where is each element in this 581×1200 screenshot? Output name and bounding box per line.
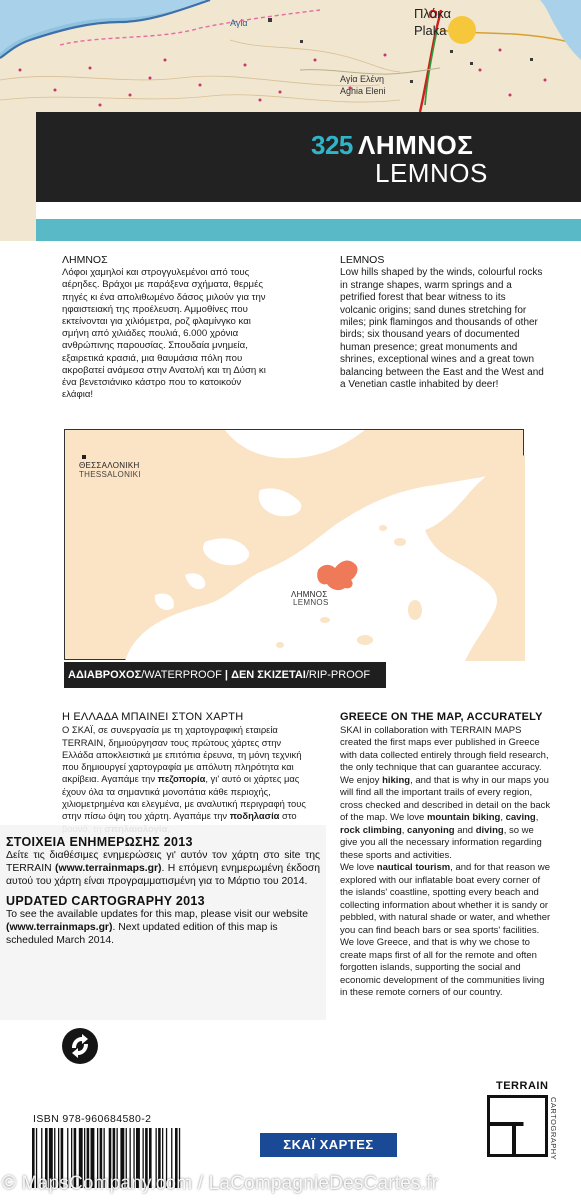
- about-english-p2-bold: nautical tourism: [376, 862, 451, 873]
- about-english-text-4: ,: [535, 812, 539, 823]
- update-english-part-1: To see the available updates for this map, please visit our website: [6, 909, 309, 920]
- about-english-bold-3: caving: [505, 812, 536, 823]
- update-text-greek: [6, 849, 320, 888]
- ripproof-latin: /RIP-PROOF: [305, 669, 371, 681]
- intro-english-body: Low hills shaped by the winds, colourful rocks in strange shapes, warm springs and a petrified forest that bear witness to its volcanic origins; sand dunes stretching for miles; pink flamingos and thousands of other birds; six thousand years of documented human presence; great monuments and shrines, exceptional wines and a great town balancing between the East and the West and a Venetian castle inhabited by deer!: [340, 267, 544, 391]
- about-english-bold-4: rock climbing: [340, 824, 402, 836]
- about-english-text-1: SKAI in collaboration with TERRAIN MAPS created the first maps ever published in Greece with data collected entirely through field research, the only technique that can guarantee accuracy. We enjoy: [340, 724, 549, 786]
- about-greek-text-2: , γι' αυτό οι χάρτες μας έχουν όλα τα σημαντικά μονοπάτια κάθε περιοχής, χιλιομετρημένα και ελεγμένα, με αναλυτική περιγραφή τους στην πίσω όψη του χάρτη. Αγαπάμε την: [62, 773, 306, 822]
- update-sticker: [0, 825, 326, 1020]
- about-english-text-3: ,: [500, 812, 506, 823]
- update-greek-part-2: . Η επόμενη ενημερωμένη έκδοση αυτού του χάρτη είναι προγραμματισμένη για το Μάρτιο του 2014.: [6, 863, 320, 887]
- update-heading-greek: ΣΤΟΙΧΕΙΑ ΕΝΗΜΕΡΩΣΗΣ 2013: [6, 835, 193, 849]
- about-english-bold-2: mountain biking: [426, 812, 501, 823]
- about-greek-body: [62, 724, 312, 835]
- intro-greek-body: Λόφοι χαμηλοί και στρογγυλεμένοι από τους αέρηδες. Βράχοι με παράξενα σχήματα, θερμές πηγές κι ένα απολιθωμένο δάσος μιλούν για την ηφαιστειακή της προέλευση. Αμμοθίνες που εκτείνονται για χιλιόμετρα, ροζ φλαμίνγκο και σμήνη από χιλιάδες πουλιά, 6.000 χρόνια ανθρώπινης παρουσίας. Σπουδαία μνημεία, εξαιρετικά κρασιά, μια θαυμάσια πόλη που ακροβατεί ανάμεσα στην Ανατολή και τη Δύση κι ένα βενετσιάνικο κάστρο που το κατοικούν ελάφια!: [62, 267, 266, 401]
- waterproof-greek: ΑΔΙΑΒΡΟΧΟΣ: [68, 669, 142, 681]
- teal-band: [36, 219, 581, 241]
- intro-english-heading: LEMNOS: [340, 254, 385, 266]
- map-edge-strip: [0, 112, 36, 241]
- location-map: [64, 429, 524, 660]
- terrain-subtitle-text: CARTOGRAPHY: [549, 1097, 558, 1161]
- about-greek-text-1: Ο ΣΚΑΪ, σε συνεργασία με τη χαρτογραφική εταιρεία TERRAIN, δημιούργησαν τους πρώτους χάρτες στην Ελλάδα αποκλειστικά με επιτόπια έρευνα, τη μόνη τεχνική που δημιουργεί χαρτογραφία με απόλυτη πληρότητα και ακρίβεια. Αγαπάμε την: [62, 724, 302, 785]
- intro-greek-heading: ΛΗΜΝΟΣ: [62, 254, 108, 266]
- isbn-number: ISBN 978-960684580-2: [33, 1113, 152, 1125]
- topographic-map-graphic: [0, 0, 581, 120]
- about-english-p2-start: We love: [340, 862, 377, 873]
- about-greek-heading: Η ΕΛΛΑΔΑ ΜΠΑΙΝΕΙ ΣΤΟΝ ΧΑΡΤΗ: [62, 711, 244, 723]
- terrain-logo-text: TERRAIN: [496, 1080, 549, 1092]
- title-greek: ΛΗΜΝΟΣ: [358, 130, 474, 160]
- update-greek-part-1: Δείτε τις διαθέσιμες ενημερώσεις γι' αυτόν τον χάρτη στο site της TERRAIN: [6, 850, 320, 874]
- about-english-text-7: , so we give you all the necessary information regarding these sports and activities.: [340, 824, 542, 861]
- label-lemnos-greek: ΛΗΜΝΟΣ: [291, 590, 328, 599]
- label-thessaloniki-greek: ΘΕΣΣΑΛΟΝΙΚΗ: [79, 461, 140, 470]
- about-english-text-2: , and that is why in our maps you will find all the important trails of every region, cross checked and described in detail on the back of the map. We love: [340, 774, 551, 823]
- about-english-text-6: and: [454, 824, 476, 836]
- about-english-p2-rest: , and for that reason we explored with our inflatable boat every corner of the islands' coastline, spotting every beach and collecting information about whether it is sandy or pebbled, with natural shade or water, and whether you can find beach bars or sea sports' facilities. We love Greece, and that is why we chose to create maps first of all for the remote and often forgotten islands, supporting the social and economic development of the communities living in these remote corners of our country.: [340, 862, 551, 998]
- about-greek-bold-2: ποδηλασία: [229, 810, 280, 822]
- place-plaka-latin: Plaka: [414, 23, 447, 38]
- label-thessaloniki-latin: THESSALONIKI: [79, 470, 141, 479]
- coast-label: Αγία: [230, 18, 248, 28]
- intro-english: [340, 254, 544, 391]
- update-text-english: [6, 908, 320, 947]
- update-heading-english: UPDATED CARTOGRAPHY 2013: [6, 894, 205, 908]
- about-english-bold-5: canyoning: [407, 824, 455, 836]
- update-english-url: (www.terrainmaps.gr): [6, 922, 113, 933]
- about-greek-text-3: στο: [282, 810, 297, 822]
- skai-maps-logo: ΣΚΑΪ ΧΑΡΤΕΣ: [260, 1133, 397, 1157]
- about-greek: [62, 711, 312, 835]
- features-bar: [64, 662, 386, 688]
- topographic-map-strip: [0, 0, 581, 120]
- place-agia-eleni-greek: Αγία Ελένη: [340, 74, 385, 84]
- about-english-text-5: ,: [401, 824, 408, 836]
- about-english-p2: [340, 862, 552, 1000]
- place-agia-eleni-latin: Aghia Eleni: [340, 86, 386, 96]
- update-english-part-2: . Next updated edition of this map is scheduled March 2014.: [6, 922, 278, 946]
- intro-greek: [62, 254, 270, 401]
- map-number: 325: [311, 130, 353, 160]
- features-separator: |: [221, 669, 232, 681]
- place-plaka-greek: Πλάκα: [414, 6, 452, 21]
- about-english-p1: [340, 725, 552, 863]
- about-greek-bold-1: πεζοπορία: [157, 773, 206, 785]
- title-latin: LEMNOS: [375, 158, 488, 188]
- about-english-heading: GREECE ON THE MAP, ACCURATELY: [340, 711, 543, 723]
- watermark: © MapsCompany.com / LaCompagnieDesCartes.fr: [2, 1173, 439, 1194]
- title-banner: [36, 112, 581, 202]
- about-english-bold-1: hiking: [382, 774, 411, 786]
- terrain-subtitle: [549, 1097, 559, 1159]
- label-lemnos-latin: LEMNOS: [293, 598, 329, 607]
- waterproof-latin: /WATERPROOF: [141, 669, 222, 681]
- about-english-bold-6: diving: [475, 824, 504, 836]
- terrain-logo-icon: [487, 1095, 548, 1157]
- recycle-icon: [62, 1028, 98, 1064]
- update-greek-url: (www.terrainmaps.gr): [55, 863, 162, 874]
- ripproof-greek: ΔΕΝ ΣΚΙΖΕΤΑΙ: [231, 669, 306, 681]
- about-english: [340, 711, 552, 1000]
